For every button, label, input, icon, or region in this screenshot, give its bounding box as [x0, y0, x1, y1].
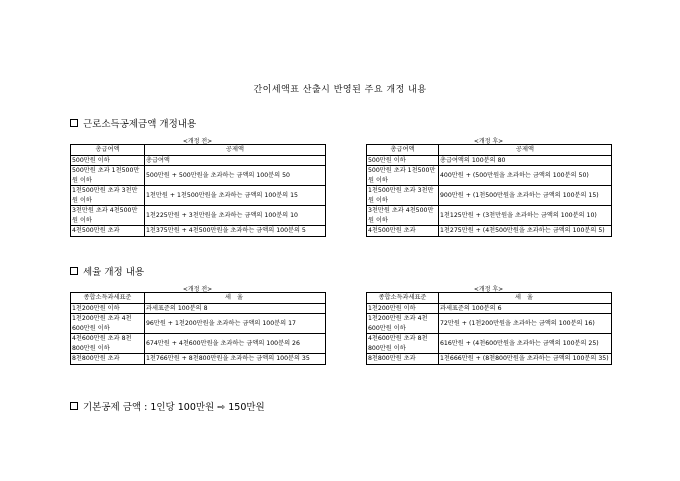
- amount-cell: 500만원 + 500만원을 초과하는 금액의 100분의 50: [145, 166, 326, 186]
- amount-cell: 1천375만원 + 4천500만원을 초과하는 금액의 100분의 5: [145, 226, 326, 237]
- bracket-cell: 500만원 초과 1천500만원 이하: [367, 166, 439, 186]
- checkbox-square-icon: [70, 119, 78, 127]
- deduction-before-table: [70, 144, 326, 237]
- table-row: [71, 155, 326, 166]
- bracket-cell: 1천200만원 이하: [367, 303, 439, 314]
- table-header-row: [71, 293, 326, 304]
- bracket-cell: 1천500만원 초과 3천만원 이하: [367, 186, 439, 206]
- checkbox-square-icon: [70, 267, 78, 275]
- table-row: [71, 206, 326, 226]
- section-label: 기본공제 금액 : 1인당 100만원 ⇨ 150만원: [83, 402, 265, 413]
- amount-cell: 72만원 + (1천200만원을 초과하는 금액의 100분의 16): [439, 314, 612, 334]
- column-header: 종합소득과세표준: [71, 293, 145, 304]
- deduction-after-table: [366, 144, 612, 237]
- bracket-cell: 1천200만원 초과 4천600만원 이하: [71, 314, 145, 334]
- column-header: 공제액: [145, 145, 326, 156]
- table-row: [71, 166, 326, 186]
- table-row: [71, 226, 326, 237]
- table-row: [367, 226, 612, 237]
- amount-cell: 400만원 + (500만원을 초과하는 금액의 100분의 50): [439, 166, 612, 186]
- bracket-cell: 1천200만원 이하: [71, 303, 145, 314]
- table-caption: <개정 전>: [182, 286, 213, 293]
- table-row: [71, 186, 326, 206]
- table-row: [367, 334, 612, 354]
- table-row: [71, 314, 326, 334]
- amount-cell: 과세표준의 100분의 8: [145, 303, 326, 314]
- document-title: 간이세액표 산출시 반영된 주요 개정 내용: [253, 85, 427, 95]
- amount-cell: 총급여액: [145, 155, 326, 166]
- bracket-cell: 8천800만원 초과: [71, 354, 145, 365]
- table-caption: <개정 후>: [473, 138, 504, 145]
- amount-cell: 1천225만원 + 3천만원을 초과하는 금액의 100분의 10: [145, 206, 326, 226]
- table-row: [367, 166, 612, 186]
- tax-rate-before-table: [70, 292, 326, 365]
- amount-cell: 674만원 + 4천600만원을 초과하는 금액의 100분의 26: [145, 334, 326, 354]
- column-header: 총급여액: [71, 145, 145, 156]
- amount-cell: 616만원 + (4천600만원을 초과하는 금액의 100분의 25): [439, 334, 612, 354]
- amount-cell: 1천666만원 + (8천800만원을 초과하는 금액의 100분의 35): [439, 354, 612, 365]
- bracket-cell: 8천800만원 초과: [367, 354, 439, 365]
- bracket-cell: 4천500만원 초과: [71, 226, 145, 237]
- bracket-cell: 4천600만원 초과 8천800만원 이하: [71, 334, 145, 354]
- amount-cell: 1천766만원 + 8천800만원을 초과하는 금액의 100분의 35: [145, 354, 326, 365]
- table-row: [367, 206, 612, 226]
- bracket-cell: 500만원 초과 1천500만원 이하: [71, 166, 145, 186]
- bracket-cell: 3천만원 초과 4천500만원 이하: [71, 206, 145, 226]
- table-header-row: [71, 145, 326, 156]
- table-caption: <개정 후>: [473, 286, 504, 293]
- amount-cell: 1천275만원 + (4천500만원을 초과하는 금액의 100분의 5): [439, 226, 612, 237]
- table-row: [71, 303, 326, 314]
- table-header-row: [367, 145, 612, 156]
- column-header: 종합소득과세표준: [367, 293, 439, 304]
- column-header: 공제액: [439, 145, 612, 156]
- table-row: [71, 334, 326, 354]
- amount-cell: 총급여액의 100분의 80: [439, 155, 612, 166]
- bracket-cell: 3천만원 초과 4천500만원 이하: [367, 206, 439, 226]
- amount-cell: 1천만원 + 1천500만원을 초과하는 금액의 100분의 15: [145, 186, 326, 206]
- table-row: [367, 186, 612, 206]
- checkbox-square-icon: [70, 402, 78, 410]
- bracket-cell: 4천500만원 초과: [367, 226, 439, 237]
- section-heading-tax-rate: [70, 264, 144, 278]
- section-heading-deduction: [70, 116, 196, 130]
- bracket-cell: 1천200만원 초과 4천600만원 이하: [367, 314, 439, 334]
- bracket-cell: 500만원 이하: [71, 155, 145, 166]
- bracket-cell: 1천500만원 초과 3천만원 이하: [71, 186, 145, 206]
- table-header-row: [367, 293, 612, 304]
- table-row: [367, 354, 612, 365]
- table-row: [367, 155, 612, 166]
- amount-cell: 과세표준의 100분의 6: [439, 303, 612, 314]
- column-header: 총급여액: [367, 145, 439, 156]
- table-row: [71, 354, 326, 365]
- table-row: [367, 303, 612, 314]
- amount-cell: 1천125만원 + (3천만원을 초과하는 금액의 100분의 10): [439, 206, 612, 226]
- section-label: 근로소득공제금액 개정내용: [83, 119, 197, 130]
- section-heading-basic-deduction: [70, 399, 265, 413]
- tax-rate-after-table: [366, 292, 612, 365]
- bracket-cell: 500만원 이하: [367, 155, 439, 166]
- bracket-cell: 4천600만원 초과 8천800만원 이하: [367, 334, 439, 354]
- table-caption: <개정 전>: [182, 138, 213, 145]
- section-label: 세율 개정 내용: [83, 267, 145, 278]
- column-header: 세 율: [439, 293, 612, 304]
- table-row: [367, 314, 612, 334]
- amount-cell: 96만원 + 1천200만원을 초과하는 금액의 100분의 17: [145, 314, 326, 334]
- amount-cell: 900만원 + (1천500만원을 초과하는 금액의 100분의 15): [439, 186, 612, 206]
- column-header: 세 율: [145, 293, 326, 304]
